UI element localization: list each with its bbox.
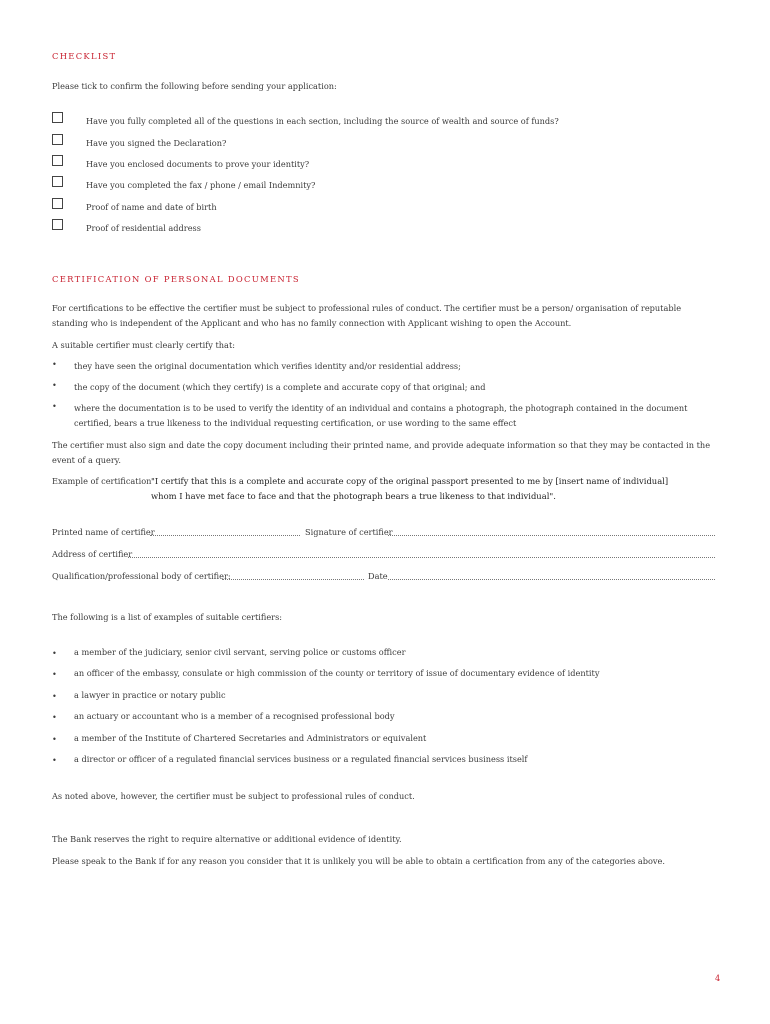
list-item: where the documentation is to be used to verify the identity of an individual and contains a photograph, the photograph contained in the document certified, bears a true likeness to the individual requesting certification, or use wording to the same effect [74,403,688,428]
list-item: they have seen the original documentation which verifies identity and/or residential address; [74,361,461,371]
list-item: a director or officer of a regulated financial services business or a regulated financial services business itself [74,754,528,764]
page-number: 4 [715,973,721,983]
date-label: Date [368,571,388,581]
checklist-checkbox[interactable] [52,219,63,230]
printed-name-label: Printed name of certifier [52,527,155,537]
example-label: Example of certification [52,476,152,486]
list-item: an officer of the embassy, consulate or high commission of the county or territory of issue of documentary evidence of identity [74,668,600,678]
bullet-icon: • [52,359,57,369]
must-certify-text: A suitable certifier must clearly certify that: [52,340,235,350]
certification-heading: CERTIFICATION OF PERSONAL DOCUMENTS [52,274,300,284]
certifier-sign-paragraph: The certifier must also sign and date the copy document including their printed name, and provide adequate information so that they may be contacted in the event of a query. [52,440,711,465]
checklist-checkbox[interactable] [52,198,63,209]
bullet-icon: • [52,712,57,722]
certification-paragraph: For certifications to be effective the certifier must be subject to professional rules of conduct. The certifier must be a person/ organisation of reputable standing who is independent of the Applicant and who has no family connection with Applicant wishing to open the Account. [52,303,682,328]
checklist-heading: CHECKLIST [52,51,117,61]
example-quote-line-2: whom I have met face to face and that the photograph bears a true likeness to that individual". [151,491,556,501]
list-item: a lawyer in practice or notary public [74,690,226,700]
checklist-item: Have you completed the fax / phone / email Indemnity? [86,180,316,190]
checklist-intro: Please tick to confirm the following before sending your application: [52,81,337,91]
speak-to-bank-note: Please speak to the Bank if for any reason you consider that it is unlikely you will be able to obtain a certification from any of the categories above. [52,856,665,866]
checklist-item: Proof of residential address [86,223,201,233]
bullet-icon: • [52,401,57,411]
list-item: a member of the Institute of Chartered Secretaries and Administrators or equivalent [74,733,427,743]
checklist-checkbox[interactable] [52,155,63,166]
bullet-icon: • [52,669,57,679]
bullet-icon: • [52,734,57,744]
bullet-icon: • [52,380,57,390]
address-label: Address of certifier [52,549,133,559]
bank-reserves-note: The Bank reserves the right to require alternative or additional evidence of identity. [52,834,402,844]
bullet-icon: • [52,691,57,701]
qualification-field[interactable] [222,579,364,580]
certifier-list-intro: The following is a list of examples of suitable certifiers: [52,612,283,622]
printed-name-field[interactable] [150,535,300,536]
checklist-item: Proof of name and date of birth [86,202,217,212]
checklist-item: Have you enclosed documents to prove your identity? [86,159,310,169]
professional-rules-note: As noted above, however, the certifier must be subject to professional rules of conduct. [52,791,415,801]
checklist-checkbox[interactable] [52,176,63,187]
signature-field[interactable] [388,535,715,536]
checklist-item: Have you fully completed all of the questions in each section, including the source of wealth and source of funds? [86,116,559,126]
address-field[interactable] [128,557,715,558]
bullet-icon: • [52,755,57,765]
list-item: a member of the judiciary, senior civil servant, serving police or customs officer [74,647,406,657]
list-item: an actuary or accountant who is a member of a recognised professional body [74,711,395,721]
checklist-checkbox[interactable] [52,134,63,145]
bullet-icon: • [52,648,57,658]
qualification-label: Qualification/professional body of certifier: [52,571,231,581]
checklist-item: Have you signed the Declaration? [86,138,227,148]
signature-label: Signature of certifier [305,527,393,537]
checklist-checkbox[interactable] [52,112,63,123]
example-quote-line-1: "I certify that this is a complete and accurate copy of the original passport presented to me by [insert name of individual] [151,476,669,486]
list-item: the copy of the document (which they certify) is a complete and accurate copy of that original; and [74,382,486,392]
date-field[interactable] [388,579,715,580]
